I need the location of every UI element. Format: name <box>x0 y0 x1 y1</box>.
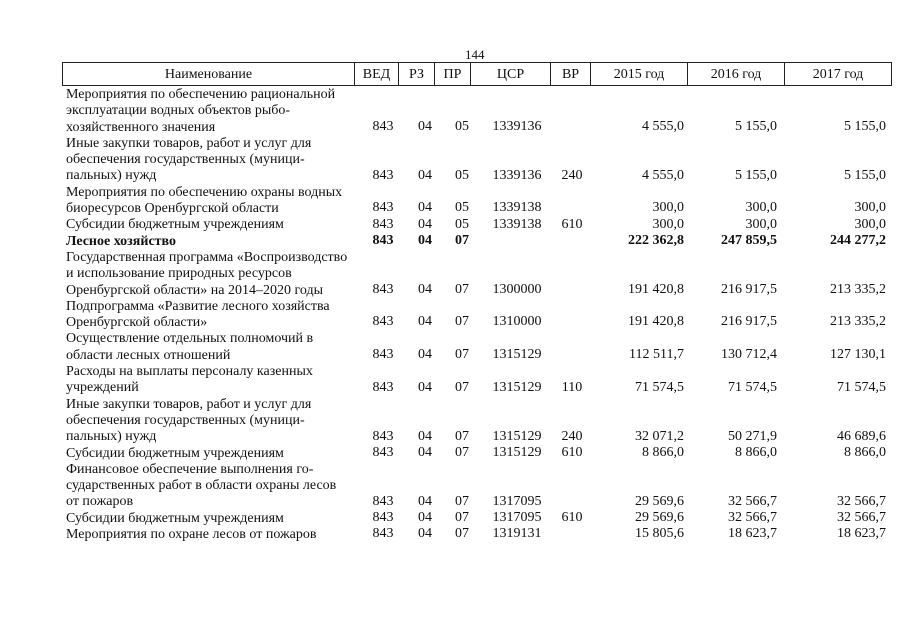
ved-cell: 843 <box>372 167 394 183</box>
row-name: Лесное хозяйство <box>66 233 177 249</box>
pr-cell: 07 <box>455 281 469 297</box>
csr-cell: 1339136 <box>492 167 542 183</box>
value-2016: 5 155,0 <box>735 118 777 134</box>
rz-cell: 04 <box>418 314 432 330</box>
value-2016: 8 866,0 <box>735 444 777 460</box>
table-row <box>66 462 891 511</box>
csr-cell: 1300000 <box>492 281 542 297</box>
vr-cell: 240 <box>561 428 583 444</box>
rz-cell: 04 <box>418 232 432 248</box>
csr-cell: 1315129 <box>492 428 542 444</box>
pr-cell: 07 <box>455 347 469 363</box>
vr-cell: 610 <box>561 444 583 460</box>
csr-cell: 1310000 <box>492 314 542 330</box>
value-2017: 32 566,7 <box>837 510 886 526</box>
table-row <box>66 185 891 218</box>
value-2015: 15 805,6 <box>635 526 684 542</box>
header-csr: ЦСР <box>471 63 551 85</box>
rz-cell: 04 <box>418 379 432 395</box>
page-number: 144 <box>465 47 485 62</box>
ved-cell: 843 <box>372 118 394 134</box>
value-2016: 216 917,5 <box>721 281 777 297</box>
pr-cell: 07 <box>455 314 469 330</box>
value-2017: 127 130,1 <box>830 347 886 363</box>
ved-cell: 843 <box>372 216 394 232</box>
value-2017: 5 155,0 <box>844 167 886 183</box>
ved-cell: 843 <box>372 493 394 509</box>
ved-cell: 843 <box>372 526 394 542</box>
value-2017: 300,0 <box>854 216 886 232</box>
row-name: Субсидии бюджетным учреждениям <box>66 510 284 526</box>
header-ved: ВЕД <box>355 63 399 85</box>
row-name: Иные закупки товаров, работ и услуг для обеспечения государственных (муниципальных) нужд <box>66 396 312 445</box>
ved-cell: 843 <box>372 510 394 526</box>
value-2015: 4 555,0 <box>642 118 684 134</box>
value-2017: 71 574,5 <box>837 379 886 395</box>
ved-cell: 843 <box>372 379 394 395</box>
row-name: Мероприятия по охране лесов от пожаров <box>66 527 317 543</box>
pr-cell: 07 <box>455 379 469 395</box>
value-2015: 32 071,2 <box>635 428 684 444</box>
csr-cell: 1317095 <box>492 493 542 509</box>
table-header <box>62 62 892 86</box>
rz-cell: 04 <box>418 281 432 297</box>
value-2016: 71 574,5 <box>728 379 777 395</box>
pr-cell: 07 <box>455 232 469 248</box>
table-row <box>66 331 891 364</box>
row-name: Финансовое обеспечение выполнения государственных работ в области охраны лесов от пожаров <box>66 461 337 510</box>
value-2015: 191 420,8 <box>628 314 684 330</box>
value-2017: 8 866,0 <box>844 444 886 460</box>
vr-cell: 110 <box>561 379 583 395</box>
value-2017: 5 155,0 <box>844 118 886 134</box>
rz-cell: 04 <box>418 118 432 134</box>
pr-cell: 05 <box>455 118 469 134</box>
value-2016: 18 623,7 <box>728 526 777 542</box>
vr-cell: 240 <box>561 167 583 183</box>
value-2016: 300,0 <box>745 200 777 216</box>
header-pr: ПР <box>435 63 471 85</box>
value-2015: 222 362,8 <box>628 232 684 248</box>
csr-cell: 1317095 <box>492 510 542 526</box>
table-row <box>66 234 891 250</box>
ved-cell: 843 <box>372 428 394 444</box>
vr-cell: 610 <box>561 510 583 526</box>
csr-cell: 1315129 <box>492 379 542 395</box>
value-2015: 29 569,6 <box>635 510 684 526</box>
table-row <box>66 250 891 299</box>
header-name: Наименование <box>63 63 355 85</box>
value-2016: 50 271,9 <box>728 428 777 444</box>
value-2015: 300,0 <box>652 216 684 232</box>
value-2017: 244 277,2 <box>830 232 886 248</box>
value-2016: 300,0 <box>745 216 777 232</box>
pr-cell: 05 <box>455 167 469 183</box>
rz-cell: 04 <box>418 428 432 444</box>
table-row <box>66 87 891 136</box>
table-row <box>66 299 891 332</box>
row-name: Иные закупки товаров, работ и услуг для обеспечения государственных (муниципальных) нужд <box>66 135 312 184</box>
value-2015: 300,0 <box>652 200 684 216</box>
rz-cell: 04 <box>418 444 432 460</box>
csr-cell: 1339138 <box>492 200 542 216</box>
rz-cell: 04 <box>418 200 432 216</box>
table-row <box>66 527 891 543</box>
value-2017: 18 623,7 <box>837 526 886 542</box>
pr-cell: 05 <box>455 200 469 216</box>
row-name: Мероприятия по обеспечению рациональной эксплуатации водных объектов рыбохозяйственного значения <box>66 87 336 135</box>
value-2017: 46 689,6 <box>837 428 886 444</box>
ved-cell: 843 <box>372 232 394 248</box>
ved-cell: 843 <box>372 281 394 297</box>
ved-cell: 843 <box>372 200 394 216</box>
table-body <box>66 87 891 543</box>
value-2015: 8 866,0 <box>642 444 684 460</box>
row-name: Субсидии бюджетным учреждениям <box>66 217 284 233</box>
rz-cell: 04 <box>418 493 432 509</box>
header-2015: 2015 год <box>591 63 688 85</box>
vr-cell: 610 <box>561 216 583 232</box>
table-row <box>66 397 891 446</box>
csr-cell: 1319131 <box>492 526 542 542</box>
csr-cell: 1339136 <box>492 118 542 134</box>
rz-cell: 04 <box>418 526 432 542</box>
value-2016: 130 712,4 <box>721 347 777 363</box>
ved-cell: 843 <box>372 444 394 460</box>
rz-cell: 04 <box>418 167 432 183</box>
value-2016: 32 566,7 <box>728 493 777 509</box>
value-2015: 191 420,8 <box>628 281 684 297</box>
row-name: Расходы на выплаты персоналу казенных учреждений <box>66 364 313 396</box>
value-2017: 32 566,7 <box>837 493 886 509</box>
header-rz: РЗ <box>399 63 435 85</box>
value-2017: 300,0 <box>854 200 886 216</box>
value-2016: 216 917,5 <box>721 314 777 330</box>
csr-cell: 1339138 <box>492 216 542 232</box>
table-row <box>66 217 891 233</box>
value-2016: 32 566,7 <box>728 510 777 526</box>
pr-cell: 07 <box>455 510 469 526</box>
value-2016: 5 155,0 <box>735 167 777 183</box>
pr-cell: 07 <box>455 493 469 509</box>
csr-cell: 1315129 <box>492 444 542 460</box>
pr-cell: 07 <box>455 444 469 460</box>
csr-cell: 1315129 <box>492 347 542 363</box>
pr-cell: 07 <box>455 526 469 542</box>
value-2015: 112 511,7 <box>629 347 684 363</box>
rz-cell: 04 <box>418 510 432 526</box>
row-name: Государственная программа «Воспроизводство и использование природных ресурсов Оренбургской области» на 2014–2020 годы <box>66 249 348 298</box>
header-2017: 2017 год <box>785 63 892 85</box>
table-row <box>66 364 891 397</box>
table-row <box>66 511 891 527</box>
value-2017: 213 335,2 <box>830 314 886 330</box>
rz-cell: 04 <box>418 347 432 363</box>
row-name: Мероприятия по обеспечению охраны водных биоресурсов Оренбургской области <box>66 184 343 217</box>
table-row <box>66 136 891 185</box>
value-2015: 71 574,5 <box>635 379 684 395</box>
rz-cell: 04 <box>418 216 432 232</box>
table-row <box>66 446 891 462</box>
header-vr: ВР <box>551 63 591 85</box>
ved-cell: 843 <box>372 314 394 330</box>
value-2016: 247 859,5 <box>721 232 777 248</box>
header-2016: 2016 год <box>688 63 785 85</box>
value-2015: 29 569,6 <box>635 493 684 509</box>
ved-cell: 843 <box>372 347 394 363</box>
pr-cell: 05 <box>455 216 469 232</box>
pr-cell: 07 <box>455 428 469 444</box>
row-name: Подпрограмма «Развитие лесного хозяйства Оренбургской области» <box>66 298 330 331</box>
value-2017: 213 335,2 <box>830 281 886 297</box>
row-name: Субсидии бюджетным учреждениям <box>66 445 284 461</box>
row-name: Осуществление отдельных полномочий в области лесных отношений <box>66 331 314 363</box>
value-2015: 4 555,0 <box>642 167 684 183</box>
